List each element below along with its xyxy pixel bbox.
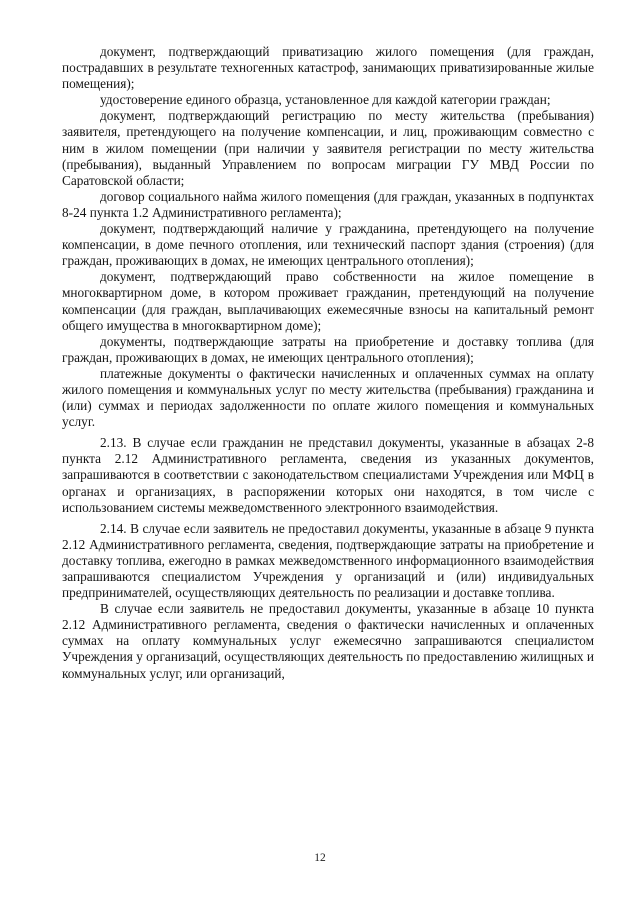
paragraph-ownership-right: документ, подтверждающий право собственности на жилое помещение в многоквартирном доме, в котором проживает гражданин, претендующий на получение компенсации (для граждан, выплачивающих ежемесячные взносы на капитальный ремонт общего имущества в многоквартирном доме); [62,269,594,333]
paragraph-certificate: удостоверение единого образца, установленное для каждой категории граждан; [100,92,551,108]
page-number: 12 [314,852,326,864]
document-page [62,44,594,844]
paragraph-registration-document: документ, подтверждающий регистрацию по месту жительства (пребывания) заявителя, претендующего на получение компенсации, и лиц, проживающим совместно с ним в жилом помещении (при наличии у заявителя регистрации по месту жительства (пребывания), выданный Управлением по вопросам миграции ГУ МВД России по Саратовской области; [62,108,594,188]
paragraph-fuel-costs: документы, подтверждающие затраты на приобретение и доставку топлива (для граждан, проживающих в домах, не имеющих центрального отопления); [62,333,594,365]
paragraph-stove-heating: документ, подтверждающий наличие у гражданина, претендующего на получение компенсации, в доме печного отопления, или технический паспорт здания (строения) (для граждан, проживающих в домах, не имеющих центрального отопления); [62,221,594,269]
paragraph-social-lease: договор социального найма жилого помещения (для граждан, указанных в подпунктах 8-24 пункта 1.2 Административного регламента); [62,188,594,220]
paragraph-section-2-14: 2.14. В случае если заявитель не предоставил документы, указанные в абзаце 9 пункта 2.12 Административного регламента, сведения, подтверждающие затраты на приобретение и доставку топлива, ежегодно в рамках межведомственного информационного взаимодействия запрашиваются специалистом Учреждения у организаций и (или) индивидуальных предпринимателей, осуществляющих деятельность по реализации и доставке топлива. [62,520,594,601]
paragraph-privatization-document: документ, подтверждающий приватизацию жилого помещения (для граждан, пострадавших в результате техногенных катастроф, занимающих приватизированные жилые помещения); [62,44,594,92]
paragraph-utility-payments: В случае если заявитель не предоставил документы, указанные в абзаце 10 пункта 2.12 Административного регламента, сведения о фактически начисленных и оплаченных суммах на оплату коммунальных услуг ежемесячно запрашиваются специалистом Учреждения у организаций, осуществляющих деятельность по предоставлению жилищных и коммунальных услуг, или организаций, [62,601,594,681]
paragraph-section-2-13: 2.13. В случае если гражданин не представил документы, указанные в абзацах 2-8 пункта 2.12 Административного регламента, сведения из указанных документов, запрашиваются в соответствии с законодательством специалистами Учреждения или МФЦ в органах и организациях, в распоряжении которых они находятся, в том числе с использованием системы межведомственного электронного взаимодействия. [62,435,594,515]
paragraph-payment-documents: платежные документы о фактически начисленных и оплаченных суммах на оплату жилого помещения и коммунальных услуг по месту жительства (пребывания) гражданина и (или) суммах и периодах задолженности по оплате жилого помещения и коммунальных услуг. [62,365,594,430]
